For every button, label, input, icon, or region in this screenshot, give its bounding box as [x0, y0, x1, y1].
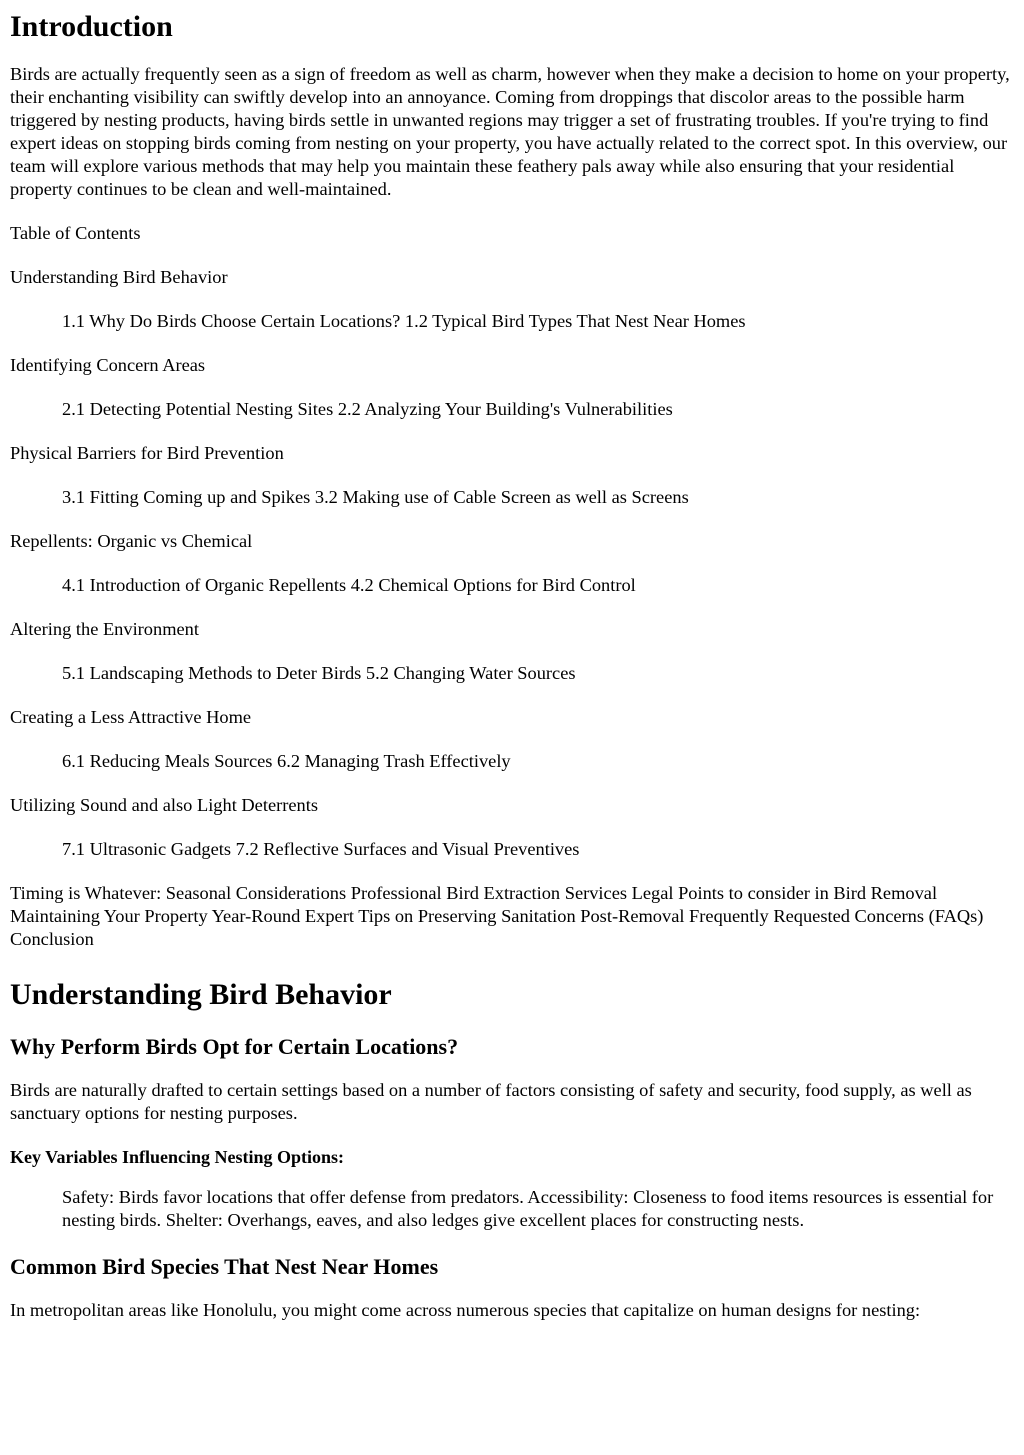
- document-page: [0, 9, 1024, 1322]
- toc-section-4: Repellents: Organic vs Chemical: [10, 531, 253, 551]
- toc-section-7: Utilizing Sound and also Light Deterrents: [10, 795, 318, 815]
- toc-subsections-7: 7.1 Ultrasonic Gadgets 7.2 Reflective Surfaces and Visual Preventives: [62, 839, 580, 859]
- common-species-heading: Common Bird Species That Nest Near Homes: [10, 1254, 439, 1279]
- toc-subsections-5: 5.1 Landscaping Methods to Deter Birds 5.2 Changing Water Sources: [62, 663, 576, 683]
- toc-remaining-sections: Timing is Whatever: Seasonal Considerations Professional Bird Extraction Services Legal Points to consider in Bird Removal Maintaining Your Property Year-Round Expert Tips on Preserving Sanitation Post-Removal Frequently Requested Concerns (FAQs) Conclusion: [10, 883, 984, 949]
- bird-behavior-heading: Understanding Bird Behavior: [10, 978, 392, 1011]
- why-locations-paragraph: Birds are naturally drafted to certain settings based on a number of factors consisting of safety and security, food supply, as well as sanctuary options for nesting purposes.: [10, 1080, 972, 1123]
- key-variables-heading: Key Variables Influencing Nesting Options:: [10, 1147, 345, 1167]
- key-variables-list: Safety: Birds favor locations that offer defense from predators. Accessibility: Closeness to food items resources is essential for nesting birds. Shelter: Overhangs, eaves, and also ledges give excellent places for constructing nests.: [62, 1187, 994, 1230]
- toc-section-5: Altering the Environment: [10, 619, 199, 639]
- toc-section-2: Identifying Concern Areas: [10, 355, 206, 375]
- introduction-heading: Introduction: [10, 10, 173, 43]
- toc-section-3: Physical Barriers for Bird Prevention: [10, 443, 284, 463]
- toc-section-6: Creating a Less Attractive Home: [10, 707, 252, 727]
- toc-subsections-4: 4.1 Introduction of Organic Repellents 4.2 Chemical Options for Bird Control: [62, 575, 636, 595]
- toc-subsections-2: 2.1 Detecting Potential Nesting Sites 2.2 Analyzing Your Building's Vulnerabilities: [62, 399, 673, 419]
- toc-title: Table of Contents: [10, 223, 141, 243]
- toc-subsections-1: 1.1 Why Do Birds Choose Certain Locations? 1.2 Typical Bird Types That Nest Near Homes: [62, 311, 746, 331]
- why-locations-heading: Why Perform Birds Opt for Certain Locations?: [10, 1034, 459, 1059]
- common-species-paragraph: In metropolitan areas like Honolulu, you might come across numerous species that capitalize on human designs for nesting:: [10, 1300, 921, 1320]
- toc-section-1: Understanding Bird Behavior: [10, 267, 228, 287]
- introduction-paragraph: Birds are actually frequently seen as a sign of freedom as well as charm, however when they make a decision to home on your property, their enchanting visibility can swiftly develop into an annoyance. Coming from droppings that discolor areas to the possible harm triggered by nesting products, having birds settle in unwanted regions may trigger a set of frustrating troubles. If you're trying to find expert ideas on stopping birds coming from nesting on your property, you have actually related to the correct spot. In this overview, our team will explore various methods that may help you maintain these feathery pals away while also ensuring that your residential property continues to be clean and well-maintained.: [10, 64, 1010, 199]
- toc-subsections-3: 3.1 Fitting Coming up and Spikes 3.2 Making use of Cable Screen as well as Screens: [62, 487, 689, 507]
- toc-subsections-6: 6.1 Reducing Meals Sources 6.2 Managing Trash Effectively: [62, 751, 511, 771]
